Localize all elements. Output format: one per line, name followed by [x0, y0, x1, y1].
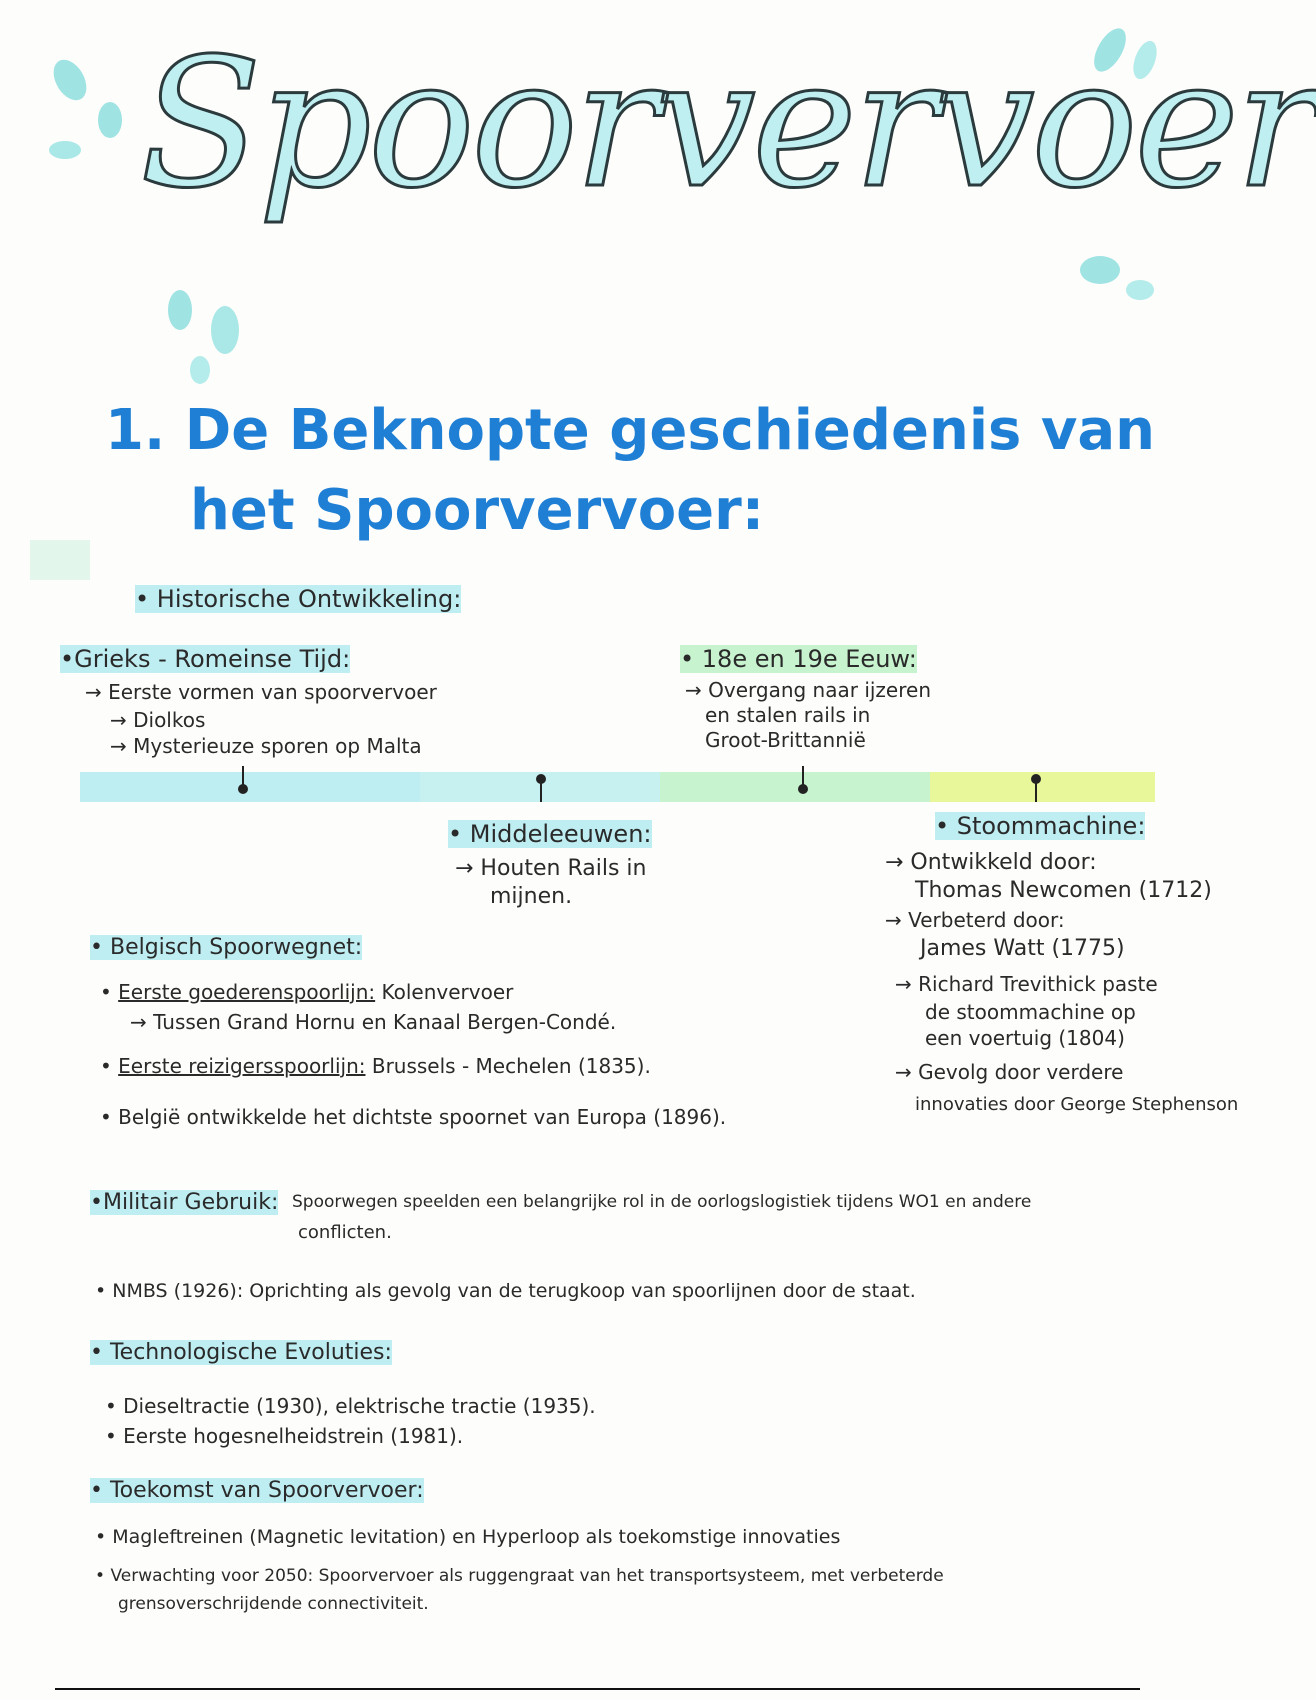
timeline-middeleeuwen-title: • Middeleeuwen: [448, 820, 652, 848]
timeline-eeuw-line1: → Overgang naar ijzeren [685, 678, 931, 702]
stoommachine-line8: → Gevolg door verdere [895, 1060, 1124, 1084]
militair-text2: conflicten. [298, 1222, 392, 1243]
stoommachine-line7: een voertuig (1804) [925, 1026, 1125, 1050]
bottom-divider [55, 1688, 1140, 1690]
toekomst-item2b: grensoverschrijdende connectiviteit. [118, 1594, 429, 1614]
militair-label: •Militair Gebruik: [90, 1190, 279, 1215]
section-heading-line2: het Spoorvervoer: [190, 478, 765, 543]
page-title: Spoorvervoer [140, 20, 1316, 227]
stoommachine-line5: → Richard Trevithick paste [895, 972, 1158, 996]
stoommachine-line3: → Verbeterd door: [885, 908, 1065, 932]
section-heading-line1: 1. De Beknopte geschiedenis van [105, 398, 1156, 463]
belgisch-item3: • België ontwikkelde het dichtste spoornet van Europa (1896). [100, 1105, 727, 1129]
belgisch-item1: • Eerste goederenspoorlijn: Kolenvervoer [100, 980, 514, 1004]
timeline-marker-greeks [242, 766, 244, 788]
timeline-bar-green [660, 772, 930, 802]
timeline-eeuw-line3: Groot-Brittannië [705, 728, 866, 752]
stoommachine-line1: → Ontwikkeld door: [885, 850, 1097, 875]
timeline-bar-yellow [930, 772, 1155, 802]
timeline-marker-stoommachine [1035, 780, 1037, 802]
timeline-stoommachine-title: • Stoommachine: [935, 812, 1146, 840]
historische-label: • Historische Ontwikkeling: [135, 585, 462, 613]
stoommachine-line6: de stoommachine op [925, 1000, 1136, 1024]
timeline-middeleeuwen-line1: → Houten Rails in [455, 856, 647, 881]
stoommachine-line4: James Watt (1775) [920, 936, 1125, 961]
timeline-eeuw-line2: en stalen rails in [705, 703, 871, 727]
timeline-eeuw-title: • 18e en 19e Eeuw: [680, 645, 917, 673]
watercolor-splash-bottom [140, 280, 280, 390]
stoommachine-line2: Thomas Newcomen (1712) [915, 878, 1212, 903]
technologische-item1: • Dieseltractie (1930), elektrische tractie (1935). [105, 1394, 596, 1418]
belgisch-item1-sub: → Tussen Grand Hornu en Kanaal Bergen-Condé. [130, 1010, 617, 1034]
toekomst-label: • Toekomst van Spoorvervoer: [90, 1478, 424, 1503]
timeline-greeks-title: •Grieks - Romeinse Tijd: [60, 645, 351, 673]
timeline-marker-middeleeuwen [540, 780, 542, 802]
timeline-greeks-line2: → Diolkos [110, 708, 206, 732]
stoommachine-line9: innovaties door George Stephenson [915, 1094, 1239, 1115]
technologische-label: • Technologische Evoluties: [90, 1340, 392, 1365]
technologische-item2: • Eerste hogesnelheidstrein (1981). [105, 1424, 464, 1448]
belgisch-item2: • Eerste reizigersspoorlijn: Brussels - Mechelen (1835). [100, 1054, 651, 1078]
timeline-greeks-line3: → Mysterieuze sporen op Malta [110, 734, 422, 758]
timeline-middeleeuwen-line2: mijnen. [490, 884, 573, 909]
accent-stripes [30, 540, 90, 580]
belgisch-label: • Belgisch Spoorwegnet: [90, 935, 363, 960]
militair-text: Spoorwegen speelden een belangrijke rol in de oorlogslogistiek tijdens WO1 en andere [292, 1192, 1032, 1212]
toekomst-item2: • Verwachting voor 2050: Spoorvervoer als ruggengraat van het transportsysteem, met verbeterde [95, 1566, 944, 1586]
nmbs-text: • NMBS (1926): Oprichting als gevolg van de terugkoop van spoorlijnen door de staat. [95, 1280, 916, 1302]
timeline-marker-eeuw [802, 766, 804, 788]
toekomst-item1: • Magleftreinen (Magnetic levitation) en Hyperloop als toekomstige innovaties [95, 1526, 841, 1548]
timeline-bar-blue-1 [80, 772, 420, 802]
timeline-greeks-line1: → Eerste vormen van spoorvervoer [85, 680, 437, 704]
